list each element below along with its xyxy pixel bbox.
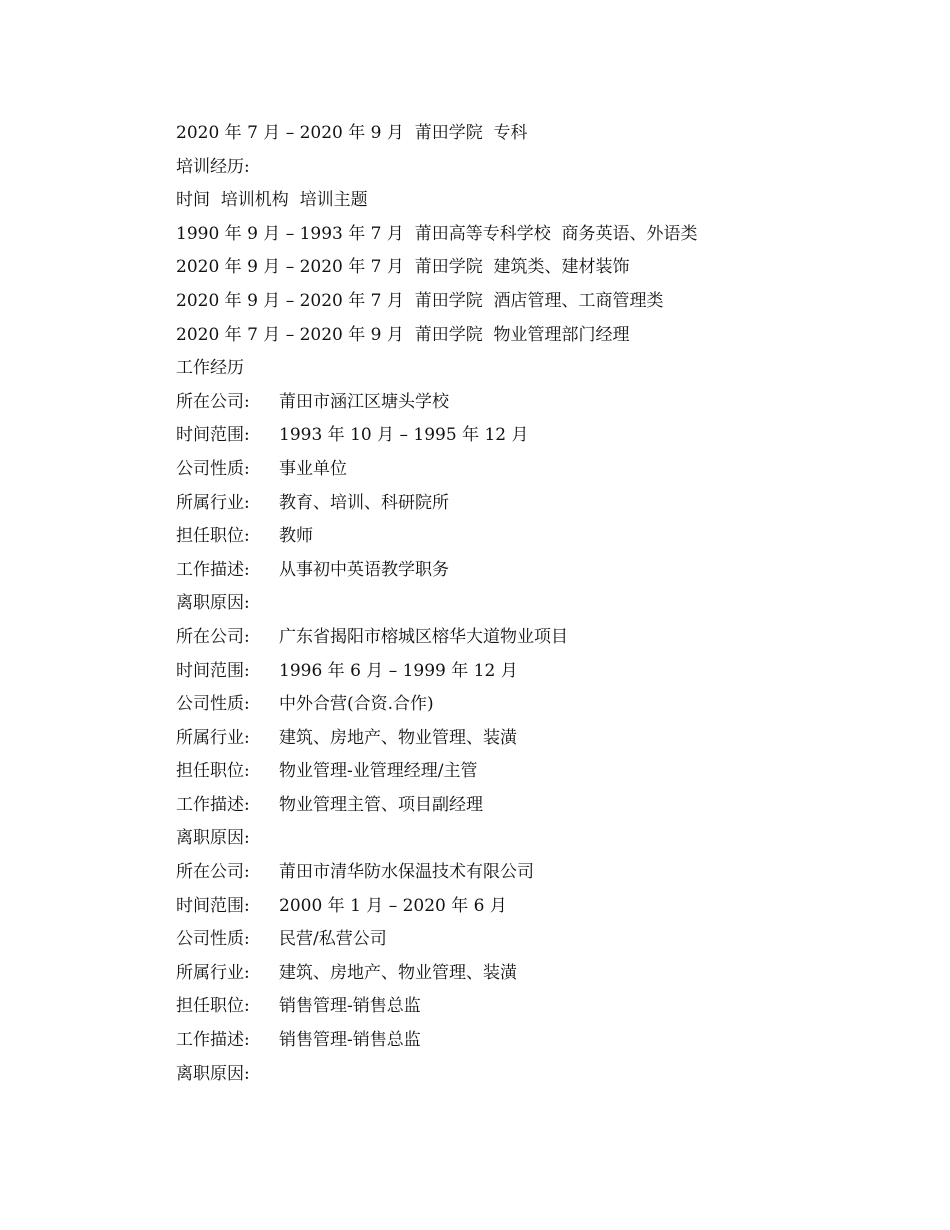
- company-label: 所在公司:: [176, 626, 250, 647]
- training-row: 2020 年 7 月 – 2020 年 9 月 莆田学院 物业管理部门经理: [176, 324, 630, 345]
- industry-value: 教育、培训、科研院所: [279, 492, 449, 513]
- position-label: 担任职位:: [176, 996, 250, 1017]
- industry-label: 所属行业:: [176, 962, 250, 983]
- job-nature-row: [176, 453, 876, 487]
- position-value: 销售管理-销售总监: [279, 996, 421, 1017]
- job-period-row: [176, 419, 876, 453]
- job-industry-row: [176, 957, 876, 991]
- work-heading: 工作经历: [176, 358, 244, 379]
- nature-value: 中外合营(合资.合作): [279, 694, 434, 715]
- period-value: 1996 年 6 月 – 1999 年 12 月: [279, 660, 518, 681]
- position-value: 物业管理-业管理经理/主管: [279, 761, 478, 782]
- leave-reason-label: 离职原因:: [176, 828, 250, 849]
- job-period-row: [176, 890, 876, 924]
- training-row: 2020 年 9 月 – 2020 年 7 月 莆田学院 建筑类、建材装饰: [176, 257, 630, 278]
- training-heading: 培训经历:: [176, 156, 250, 177]
- period-label: 时间范围:: [176, 895, 250, 916]
- job-nature-row: [176, 923, 876, 957]
- job-leave-reason-row: [176, 822, 876, 856]
- leave-reason-label: 离职原因:: [176, 593, 250, 614]
- description-value: 销售管理-销售总监: [279, 1030, 421, 1051]
- job-company-row: [176, 386, 876, 420]
- company-label: 所在公司:: [176, 391, 250, 412]
- leave-reason-value: [279, 1058, 876, 1092]
- education-entry: 2020 年 7 月 – 2020 年 9 月 莆田学院 专科: [176, 123, 528, 143]
- position-label: 担任职位:: [176, 526, 250, 547]
- job-industry-row: [176, 487, 876, 521]
- industry-label: 所属行业:: [176, 727, 250, 748]
- description-label: 工作描述:: [176, 1030, 250, 1051]
- nature-label: 公司性质:: [176, 694, 250, 715]
- nature-label: 公司性质:: [176, 458, 250, 479]
- nature-label: 公司性质:: [176, 929, 250, 950]
- company-value: 莆田市涵江区塘头学校: [279, 391, 449, 412]
- job-position-row: [176, 755, 876, 789]
- training-row: 2020 年 9 月 – 2020 年 7 月 莆田学院 酒店管理、工商管理类: [176, 290, 664, 311]
- industry-label: 所属行业:: [176, 492, 250, 513]
- leave-reason-value: [279, 587, 876, 621]
- period-label: 时间范围:: [176, 660, 250, 681]
- period-value: 1993 年 10 月 – 1995 年 12 月: [279, 425, 529, 446]
- company-value: 广东省揭阳市榕城区榕华大道物业项目: [279, 626, 568, 647]
- description-label: 工作描述:: [176, 794, 250, 815]
- period-value: 2000 年 1 月 – 2020 年 6 月: [279, 895, 507, 916]
- job-period-row: [176, 655, 876, 689]
- job-position-row: [176, 520, 876, 554]
- company-value: 莆田市清华防水保温技术有限公司: [279, 862, 534, 883]
- description-value: 物业管理主管、项目副经理: [279, 794, 483, 815]
- leave-reason-value: [279, 822, 876, 856]
- period-label: 时间范围:: [176, 425, 250, 446]
- job-description-row: [176, 789, 876, 823]
- job-description-row: [176, 554, 876, 588]
- training-columns: 时间 培训机构 培训主题: [176, 190, 368, 211]
- job-nature-row: [176, 688, 876, 722]
- position-label: 担任职位:: [176, 761, 250, 782]
- job-company-row: [176, 621, 876, 655]
- job-leave-reason-row: [176, 1058, 876, 1092]
- company-label: 所在公司:: [176, 862, 250, 883]
- job-industry-row: [176, 722, 876, 756]
- job-position-row: [176, 990, 876, 1024]
- training-row: 1990 年 9 月 – 1993 年 7 月 莆田高等专科学校 商务英语、外语类: [176, 223, 698, 244]
- job-leave-reason-row: [176, 587, 876, 621]
- resume-page: [176, 117, 876, 1091]
- job-company-row: [176, 856, 876, 890]
- description-value: 从事初中英语教学职务: [279, 559, 449, 580]
- nature-value: 事业单位: [279, 458, 347, 479]
- industry-value: 建筑、房地产、物业管理、装潢: [279, 727, 517, 748]
- job-description-row: [176, 1024, 876, 1058]
- industry-value: 建筑、房地产、物业管理、装潢: [279, 962, 517, 983]
- nature-value: 民营/私营公司: [279, 929, 387, 950]
- description-label: 工作描述:: [176, 559, 250, 580]
- leave-reason-label: 离职原因:: [176, 1063, 250, 1084]
- position-value: 教师: [279, 526, 313, 547]
